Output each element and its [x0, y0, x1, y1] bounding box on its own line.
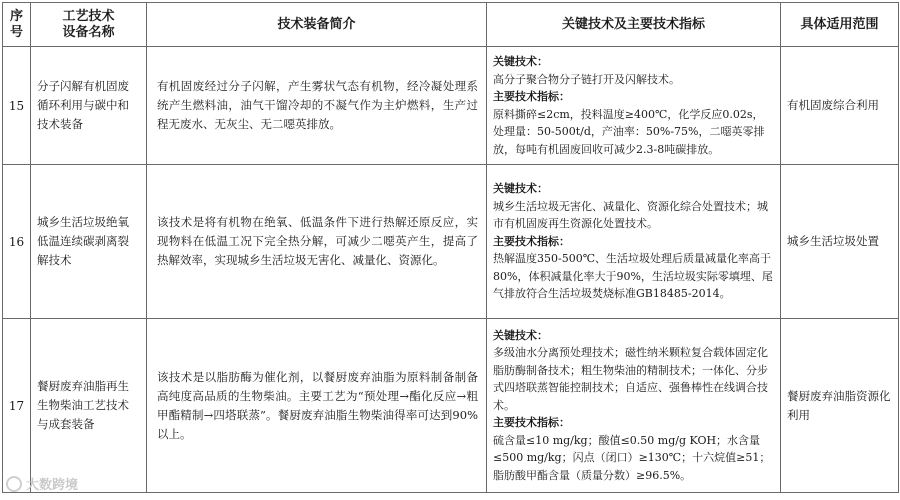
header-intro: 技术装备简介	[147, 3, 487, 47]
row-scope: 有机固废综合利用	[781, 47, 899, 165]
row-scope: 城乡生活垃圾处置	[781, 165, 899, 319]
index-text: 原料撕碎≤2cm，投料温度≥400℃，化学反应0.02s，处理量：50-500t/d，产油率：50%-75%，二噁英零排放，每吨有机固废回收可减少2.3-8吨碳排放。	[493, 107, 765, 156]
row-key	[487, 319, 781, 493]
row-name: 城乡生活垃圾绝氧低温连续碳剥离裂解技术	[31, 165, 147, 319]
key-tech-label: 关键技术：	[493, 328, 548, 342]
header-key: 关键技术及主要技术指标	[487, 3, 781, 47]
row-intro: 该技术是将有机物在绝氧、低温条件下进行热解还原反应，实现物料在低温工况下完全热分解，可减少二噁英产生，提高了热解效率，实现城乡生活垃圾无害化、减量化、资源化。	[147, 165, 487, 319]
table-header-row	[3, 3, 899, 47]
row-key	[487, 165, 781, 319]
index-label: 主要技术指标：	[493, 234, 570, 248]
index-label: 主要技术指标：	[493, 416, 570, 430]
key-tech-label: 关键技术：	[493, 182, 548, 196]
row-name: 分子闪解有机固废循环利用与碳中和技术装备	[31, 47, 147, 165]
table-row	[3, 319, 899, 493]
index-label: 主要技术指标：	[493, 90, 570, 103]
watermark-logo-icon	[6, 476, 22, 492]
header-name: 工艺技术 设备名称	[31, 3, 147, 47]
row-name: 餐厨废弃油脂再生生物柴油工艺技术与成套装备	[31, 319, 147, 493]
watermark-text: 大数跨境	[26, 478, 79, 493]
row-no: 15	[3, 47, 31, 165]
row-scope: 餐厨废弃油脂资源化利用	[781, 319, 899, 493]
key-tech-text: 多级油水分离预处理技术；磁性纳米颗粒复合载体固定化脂肪酶制备技术；粗生物柴油的精制技术；一体化、分步式四塔联蒸智能控制技术；自适应、强鲁棒性在线调合技术。	[493, 346, 768, 412]
row-key	[487, 47, 781, 165]
row-intro: 有机固废经过分子闪解，产生雾状气态有机物，经冷凝处理系统产生燃料油，油气干馏冷却的不凝气作为主炉燃料，生产过程无废水、无灰尘、无二噁英排放。	[147, 47, 487, 165]
header-no: 序 号	[3, 3, 31, 47]
technology-table	[2, 2, 899, 493]
key-tech-label: 关键技术：	[493, 55, 548, 68]
row-no: 17	[3, 319, 31, 493]
row-intro: 该技术是以脂肪酶为催化剂，以餐厨废弃油脂为原料制备制备高纯度高品质的生物柴油。主要工艺为“预处理→酯化反应→粗甲酯精制→四塔联蒸”。餐厨废弃油脂生物柴油得率可达到90%以上。	[147, 319, 487, 493]
watermark	[6, 474, 78, 493]
header-scope: 具体适用范围	[781, 3, 899, 47]
key-tech-text: 高分子聚合物分子链打开及闪解技术。	[493, 72, 680, 86]
table-row	[3, 165, 899, 319]
index-text: 热解温度350-500℃、生活垃圾处理后质量减量化率高于80%，体积减量化率大于90%，生活垃圾实际零填埋、尾气排放符合生活垃圾焚烧标准GB18485-2014。	[493, 252, 773, 301]
index-text: 硫含量≤10 mg/kg；酸值≤0.50 mg/g KOH；水含量≤500 mg/kg；闪点（闭口）≥130℃；十六烷值≥51；脂肪酸甲酯含量（质量分数）≥96.5%。	[493, 433, 771, 482]
key-tech-text: 城乡生活垃圾无害化、减量化、资源化综合处置技术；城市有机固废再生资源化处置技术。	[493, 199, 768, 231]
table-row	[3, 47, 899, 165]
row-no: 16	[3, 165, 31, 319]
